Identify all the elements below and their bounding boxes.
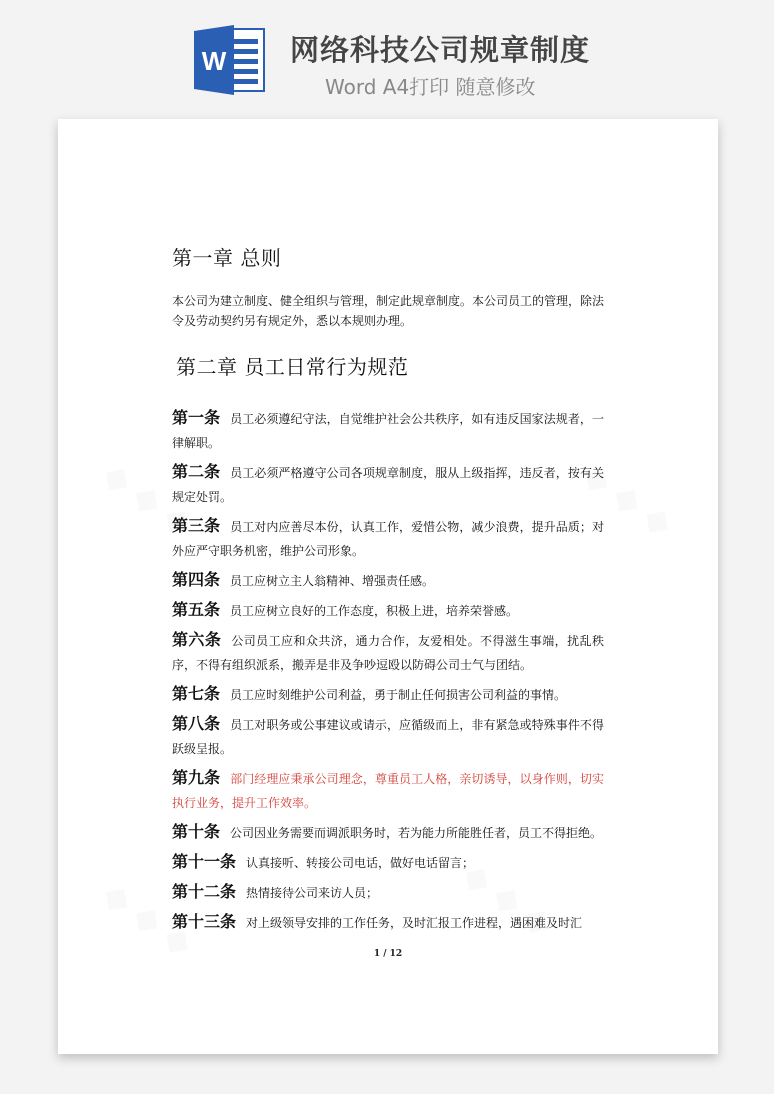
article-number: 第三条 xyxy=(172,516,221,535)
page-number: 1 / 12 xyxy=(373,949,403,959)
article-number: 第九条 xyxy=(172,768,221,787)
article xyxy=(172,910,604,935)
chapter-title: 第二章 员工日常行为规范 xyxy=(176,355,409,379)
article-number: 第十二条 xyxy=(172,882,237,901)
document-page xyxy=(58,119,718,1054)
article-number: 第七条 xyxy=(172,684,221,703)
article-number: 第八条 xyxy=(172,714,221,733)
article-number: 第四条 xyxy=(172,570,221,589)
article-text: 公司因业务需要而调派职务时，若为能力所能胜任者，员工不得拒绝。 xyxy=(230,826,603,840)
article xyxy=(172,514,604,563)
article-text: 员工应树立良好的工作态度，积极上进，培养荣誉感。 xyxy=(230,604,519,618)
article xyxy=(172,568,604,593)
article-text: 员工应时刻维护公司利益，勇于制止任何损害公司利益的事情。 xyxy=(230,688,567,702)
word-icon-letter: W xyxy=(201,46,227,76)
chapter-title: 第一章 总则 xyxy=(172,246,282,270)
article xyxy=(172,682,604,707)
article xyxy=(172,406,604,455)
article-text: 对上级领导安排的工作任务，及时汇报工作进程，遇困难及时汇 xyxy=(246,916,583,930)
article-number: 第十条 xyxy=(172,822,221,841)
article-number: 第十三条 xyxy=(172,912,237,931)
article xyxy=(172,880,604,905)
document-content xyxy=(172,242,604,935)
word-icon xyxy=(194,23,266,97)
article-text: 员工应树立主人翁精神、增强责任感。 xyxy=(230,574,435,588)
article xyxy=(172,460,604,509)
article-number: 第六条 xyxy=(172,630,222,649)
article xyxy=(172,766,604,815)
article-text: 热情接待公司来访人员； xyxy=(246,886,379,900)
article-number: 第十一条 xyxy=(172,852,237,871)
article-text: 员工必须遵纪守法，自觉维护社会公共秩序，如有违反国家法规者，一律解职。 xyxy=(172,412,604,450)
intro-paragraph: 本公司为建立制度、健全组织与管理，制定此规章制度。本公司员工的管理，除法令及劳动契约另有规定外，悉以本规则办理。 xyxy=(172,294,605,328)
article xyxy=(172,712,604,761)
article xyxy=(172,820,604,845)
article xyxy=(172,598,604,623)
article-text: 员工必须严格遵守公司各项规章制度，服从上级指挥，违反者，按有关规定处罚。 xyxy=(172,466,604,504)
article-number: 第五条 xyxy=(172,600,221,619)
banner-title: 网络科技公司规章制度 xyxy=(290,33,591,67)
article-text: 员工对内应善尽本份，认真工作，爱惜公物，减少浪费，提升品质；对外应严守职务机密，维护公司形象。 xyxy=(172,520,604,558)
banner-subtitle: Word A4打印 随意修改 xyxy=(325,75,536,99)
article-number: 第一条 xyxy=(172,408,221,427)
article-text: 认真接听、转接公司电话，做好电话留言； xyxy=(246,856,475,870)
article-text-highlighted: 部门经理应秉承公司理念，尊重员工人格，亲切诱导，以身作则，切实执行业务，提升工作效率。 xyxy=(172,772,604,810)
article-number: 第二条 xyxy=(172,462,221,481)
banner xyxy=(0,0,774,110)
article-text: 员工对职务或公事建议或请示，应循级而上，非有紧急或特殊事件不得跃级呈报。 xyxy=(172,718,604,756)
article-text: 公司员工应和众共济，通力合作，友爱相处。不得滋生事端，扰乱秩序，不得有组织派系，搬弄是非及争吵逗殴以防碍公司士气与团结。 xyxy=(172,634,604,672)
article xyxy=(172,628,604,677)
article xyxy=(172,850,604,875)
